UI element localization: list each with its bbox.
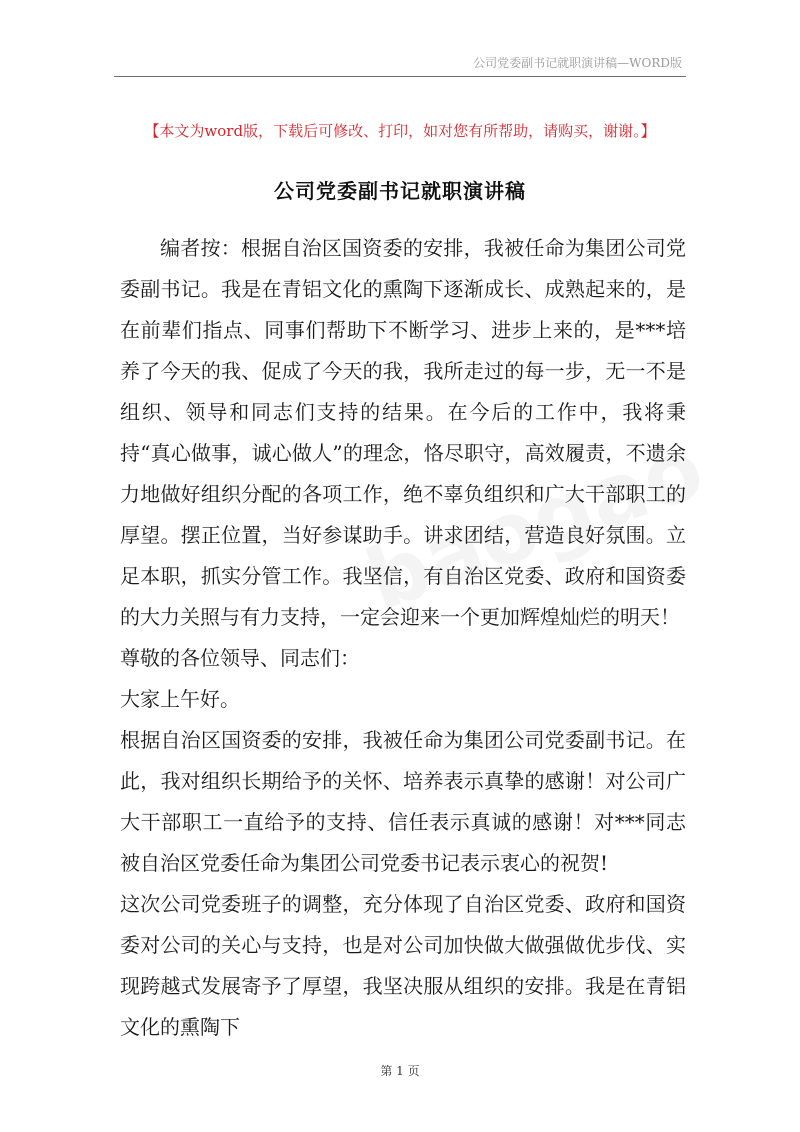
paragraph-adjustment: 这次公司党委班子的调整，充分体现了自治区党委、政府和国资委对公司的关心与支持，也是对公司加快做大做强做优步伐、实现跨越式发展寄予了厚望，我坚决服从组织的安排。我是在青铝文化的熏陶下 bbox=[120, 892, 686, 1039]
page-number: 第 1 页 bbox=[380, 1064, 420, 1078]
paragraph-salutation: 尊敬的各位领导、同志们： bbox=[120, 646, 360, 670]
header-divider bbox=[114, 76, 686, 77]
document-body bbox=[120, 228, 686, 1048]
paragraph-editor-note: 编者按：根据自治区国资委的安排，我被任命为集团公司党委副书记。我是在青铝文化的熏陶下逐渐成长、成熟起来的，是在前辈们指点、同事们帮助下不断学习、进步上来的，是***培养了今天的我、促成了今天的我，我所走过的每一步，无一不是组织、领导和同志们支持的结果。在今后的工作中，我将秉持“真心做事，诚心做人”的理念，恪尽职守，高效履责，不遗余力地做好组织分配的各项工作，绝不辜负组织和广大干部职工的厚望。摆正位置，当好参谋助手。讲求团结，营造良好氛围。立足本职，抓实分管工作。我坚信，有自治区党委、政府和国资委的大力关照与有力支持，一定会迎来一个更加辉煌灿烂的明天！ bbox=[120, 236, 686, 629]
paragraph-greeting: 大家上午好。 bbox=[120, 687, 240, 711]
paragraph-appointment: 根据自治区国资委的安排，我被任命为集团公司党委副书记。在此，我对组织长期给予的关怀、培养表示真挚的感谢！对公司广大干部职工一直给予的支持、信任表示真诚的感谢！对***同志被自治区党委任命为集团公司党委书记表示衷心的祝贺! bbox=[120, 728, 686, 875]
header-doc-label: 公司党委副书记就职演讲稿—WORD版 bbox=[473, 56, 682, 70]
purchase-notice: 【本文为word版，下载后可修改、打印，如对您有所帮助，请购买，谢谢。】 bbox=[144, 122, 656, 140]
page-title: 公司党委副书记就职演讲稿 bbox=[274, 179, 526, 203]
